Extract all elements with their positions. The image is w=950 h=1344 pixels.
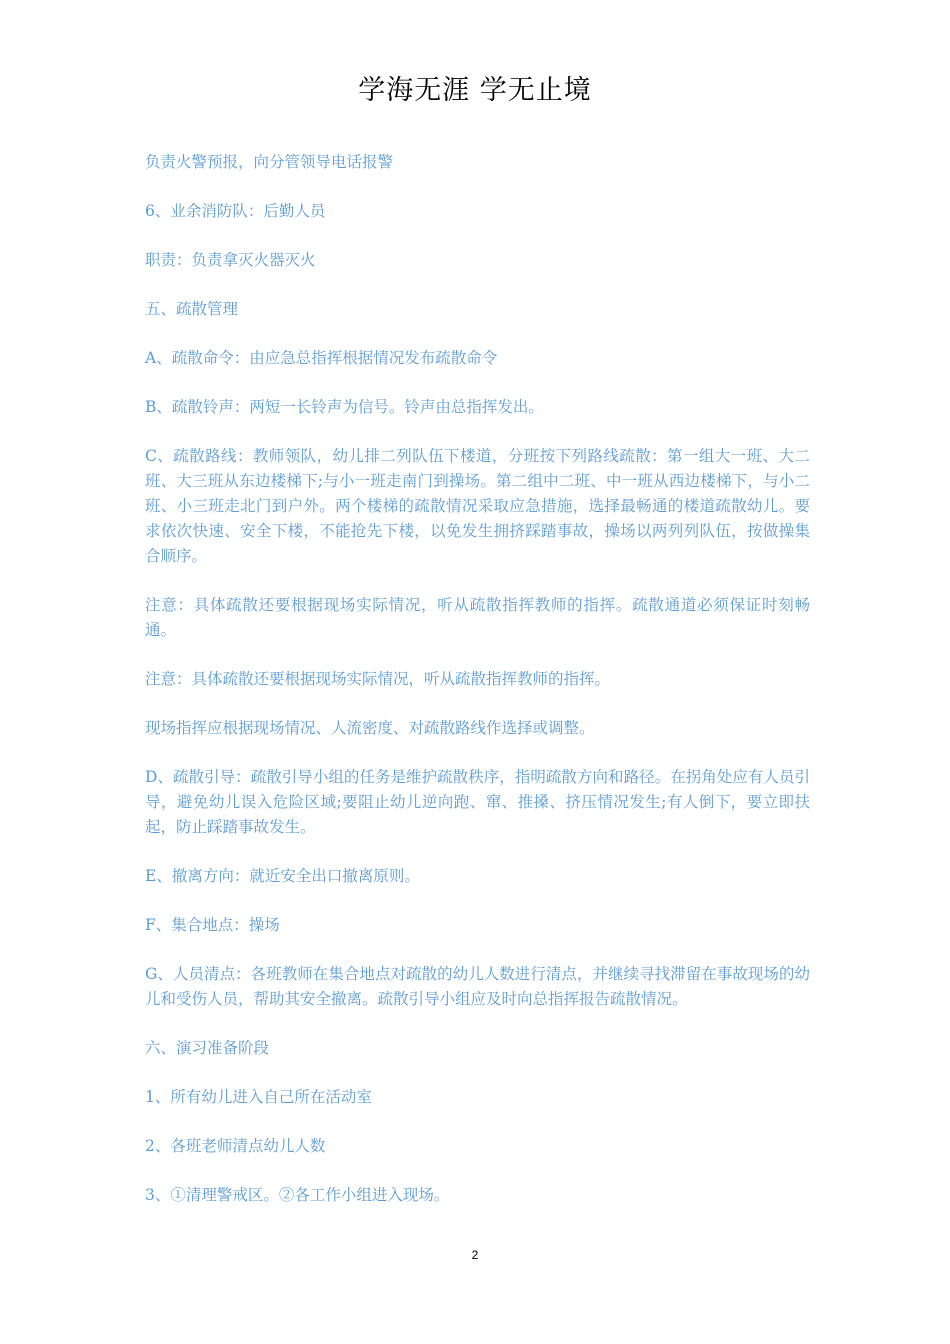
paragraph: 职责：负责拿灭火器灭火 [145,251,316,269]
paragraph: 现场指挥应根据现场情况、人流密度、对疏散路线作选择或调整。 [145,719,595,737]
paragraph: 负责火警预报，向分管领导电话报警 [145,153,394,171]
page-number: 2 [471,1248,479,1262]
paragraph: D、疏散引导：疏散引导小组的任务是维护疏散秩序，指明疏散方向和路径。在拐角处应有人员引导，避免幼儿误入危险区域;要阻止幼儿逆向跑、窜、推搡、挤压情况发生;有人倒下，要立即扶起，防止踩踏事故发生。 [145,768,810,836]
paragraph: 3、①清理警戒区。②各工作小组进入现场。 [145,1186,450,1204]
paragraph: 注意：具体疏散还要根据现场实际情况，听从疏散指挥教师的指挥。疏散通道必须保证时刻畅通。 [145,596,810,639]
paragraph: 2、各班老师清点幼儿人数 [145,1137,326,1155]
section-heading: 五、疏散管理 [145,300,239,318]
paragraph: 1、所有幼儿进入自己所在活动室 [145,1088,372,1106]
paragraph: A、疏散命令：由应急总指挥根据情况发布疏散命令 [145,349,498,367]
document-body [145,150,810,1232]
paragraph: E、撤离方向：就近安全出口撤离原则。 [145,867,420,885]
paragraph: 注意：具体疏散还要根据现场实际情况，听从疏散指挥教师的指挥。 [145,670,611,688]
section-heading: 六、演习准备阶段 [145,1039,270,1057]
paragraph: G、人员清点：各班教师在集合地点对疏散的幼儿人数进行清点，并继续寻找滞留在事故现场的幼儿和受伤人员，帮助其安全撤离。疏散引导小组应及时向总指挥报告疏散情况。 [145,965,810,1008]
paragraph: 6、业余消防队：后勤人员 [145,202,326,220]
page-header-title: 学海无涯 学无止境 [358,75,592,106]
paragraph: C、疏散路线：教师领队，幼儿排二列队伍下楼道，分班按下列路线疏散：第一组大一班、大二班、大三班从东边楼梯下;与小一班走南门到操场。第二组中二班、中一班从西边楼梯下，与小二班、小三班走北门到户外。两个楼梯的疏散情况采取应急措施，选择最畅通的楼道疏散幼儿。要求依次快速、安全下楼，不能抢先下楼，以免发生拥挤踩踏事故，操场以两列列队伍，按做操集合顺序。 [145,447,810,565]
paragraph: B、疏散铃声：两短一长铃声为信号。铃声由总指挥发出。 [145,398,544,416]
paragraph: F、集合地点：操场 [145,916,280,934]
